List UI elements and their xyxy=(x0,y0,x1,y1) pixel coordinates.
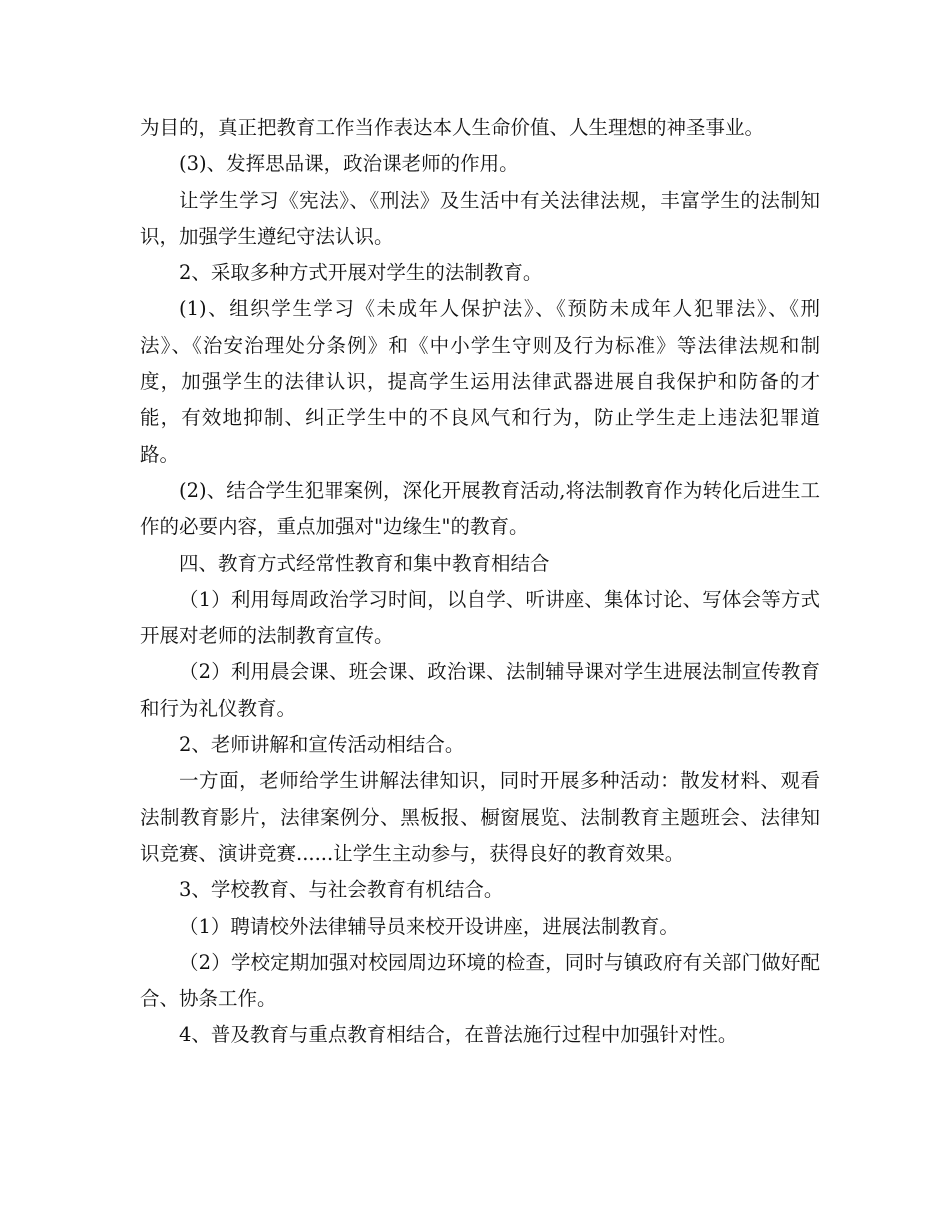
paragraph-13: （1）聘请校外法律辅导员来校开设讲座，进展法制教育。 xyxy=(179,914,679,938)
paragraph-5: (1)、组织学生学习《未成年人保护法》、《预防未成年人犯罪法》、《刑法》、《治安治理处分条例》和《中小学生守则及行为标准》等法律法规和制度，加强学生的法律认识，提高学生运用法律武器进展自我保护和防备的才能，有效地抑制、纠正学生中的不良风气和行为，防止学生走上违法犯罪道路。 xyxy=(140,297,820,466)
paragraph-12: 3、学校教育、与社会教育有机结合。 xyxy=(179,878,504,902)
paragraph-6: (2)、结合学生犯罪案例，深化开展教育活动,将法制教育作为转化后进生工作的必要内容，重点加强对"边缘生"的教育。 xyxy=(140,478,820,539)
paragraph-7: 四、教育方式经常性教育和集中教育相结合 xyxy=(179,551,550,575)
paragraph-11: 一方面，老师给学生讲解法律知识，同时开展多种活动：散发材料、观看法制教育影片，法律案例分、黑板报、橱窗展览、法制教育主题班会、法律知识竞赛、演讲竞赛......让学生主动参与，获得良好的教育效果。 xyxy=(140,769,820,865)
document-body xyxy=(140,110,820,1054)
paragraph-9: （2）利用晨会课、班会课、政治课、法制辅导课对学生进展法制宣传教育和行为礼仪教育。 xyxy=(140,660,820,720)
paragraph-1: 为目的，真正把教育工作当作表达本人生命价值、人生理想的神圣事业。 xyxy=(140,116,765,139)
paragraph-3: 让学生学习《宪法》、《刑法》及生活中有关法律法规，丰富学生的法制知识，加强学生遵纪守法认识。 xyxy=(140,188,820,248)
paragraph-8: （1）利用每周政治学习时间，以自学、听讲座、集体讨论、写体会等方式开展对老师的法制教育宣传。 xyxy=(140,587,820,648)
paragraph-4: 2、采取多种方式开展对学生的法制教育。 xyxy=(179,261,543,285)
paragraph-10: 2、老师讲解和宣传活动相结合。 xyxy=(179,733,465,757)
paragraph-2: (3)、发挥思品课，政治课老师的作用。 xyxy=(179,152,519,176)
paragraph-15: 4、普及教育与重点教育相结合，在普法施行过程中加强针对性。 xyxy=(179,1023,738,1047)
paragraph-14: （2）学校定期加强对校园周边环境的检查，同时与镇政府有关部门做好配合、协条工作。 xyxy=(140,950,820,1011)
